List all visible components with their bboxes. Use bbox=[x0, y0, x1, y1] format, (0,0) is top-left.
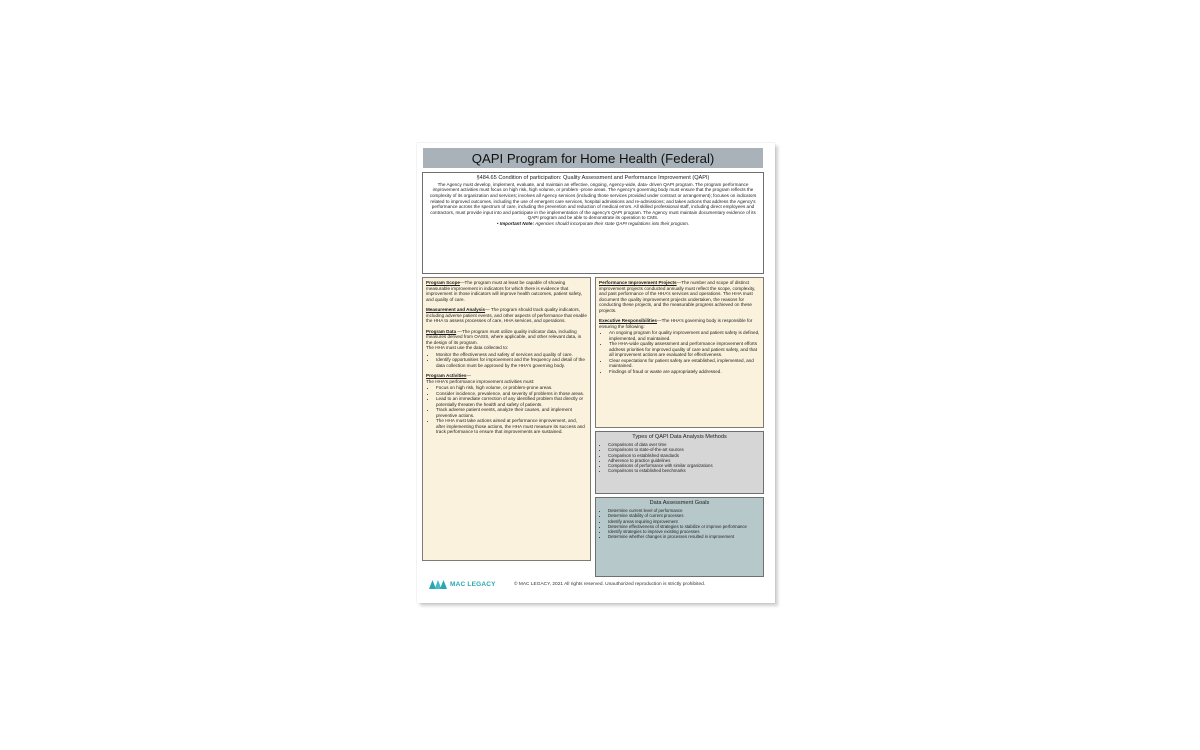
program-data-section bbox=[426, 329, 587, 369]
left-column-panel bbox=[422, 277, 591, 561]
list-item: • Focus on high risk, high volume, or problem-prone areas. bbox=[436, 385, 587, 391]
copyright-notice: © MAC LEGACY, 2021 All rights reserved. Unauthorized reproduction is strictly prohibited. bbox=[514, 582, 706, 587]
list-item: • Findings of fraud or waste are appropriately addressed. bbox=[609, 369, 760, 375]
bullet-list bbox=[599, 330, 760, 374]
list-item: • The HHA-wide quality assessment and performance improvement efforts address priorities for improved quality of care and patient safety, and that all improvement actions are evaluated for effectiveness. bbox=[609, 341, 760, 358]
section-heading: Measurement and Analysis bbox=[426, 307, 486, 312]
list-item: • Comparisons of performance with similar organizations bbox=[608, 463, 763, 468]
list-item: • Comparisons to established benchmarks bbox=[608, 468, 763, 473]
section-heading: Executive Responsibilities bbox=[599, 318, 657, 323]
list-item: • Clear expectations for patient safety are established, implemented, and maintained. bbox=[609, 358, 760, 369]
program-activities-section bbox=[426, 373, 587, 435]
program-scope-section bbox=[426, 280, 587, 302]
bullet-list bbox=[426, 385, 587, 435]
section-heading: Program Activities bbox=[426, 373, 467, 378]
section-text: — bbox=[466, 373, 472, 378]
logo-text: MAC LEGACY bbox=[450, 581, 496, 588]
list-item: • Determine whether changes in processes resulted in improvement bbox=[608, 534, 763, 539]
list-item: • Comparisons of data over time bbox=[608, 442, 763, 447]
bullet-list bbox=[596, 442, 763, 474]
improvement-projects-section bbox=[599, 280, 760, 313]
regulation-intro-box bbox=[422, 172, 764, 274]
mac-legacy-logo bbox=[429, 580, 496, 589]
executive-responsibilities-section bbox=[599, 318, 760, 374]
list-item: • Determine effectiveness of strategies to stabilize or improve performance bbox=[608, 524, 763, 529]
list-item: • Identify strategies to improve existing processes bbox=[608, 529, 763, 534]
list-item: • Comparison to established standards bbox=[608, 453, 763, 458]
measurement-section bbox=[426, 307, 587, 324]
bullet-icon: • bbox=[496, 220, 500, 226]
box-title: Data Assessment Goals bbox=[649, 500, 710, 506]
section-text: — The program should track quality indicators, including adverse patient events, and other aspects of performance that enable the HHA to assess processes of care, HHA services, and operations. bbox=[426, 307, 587, 323]
important-note bbox=[426, 221, 760, 227]
bullet-list bbox=[596, 508, 763, 540]
analysis-methods-box bbox=[595, 431, 764, 494]
section-subtext: The HHA must use the data collected to: bbox=[426, 345, 509, 350]
box-title: Types of QAPI Data Analysis Methods bbox=[632, 434, 727, 440]
page-title: QAPI Program for Home Health (Federal) bbox=[471, 150, 715, 166]
regulation-heading: §484.65 Condition of participation: Quality Assessment and Performance Improvement (QAPI) bbox=[476, 175, 710, 181]
list-item: • Track adverse patient events, analyze their causes, and implement preventive actions. bbox=[436, 407, 587, 418]
list-item: • Identify opportunities for improvement and the frequency and detail of the data collection must be approved by the HHA's governing body. bbox=[436, 357, 587, 368]
section-heading: Performance Improvement Projects bbox=[599, 280, 677, 285]
bullet-list bbox=[426, 352, 587, 369]
section-subtext: The HHA's performance improvement activities must: bbox=[426, 378, 535, 384]
right-column-panel bbox=[595, 277, 764, 428]
section-text: —The HHA's governing body is responsible for ensuring the following: bbox=[599, 318, 753, 329]
list-item: • Lead to an immediate correction of any identified problem that directly or potentially threaten the health and safety of patients. bbox=[436, 396, 587, 407]
list-item: • Determine current level of performance bbox=[608, 508, 763, 513]
section-text: —The program must utilize quality indicator data, including measures derived from OASIS, where applicable, and other relevant data, in the design of its program. bbox=[426, 328, 582, 345]
list-item: • Comparisons to state-of-the-art sources bbox=[608, 447, 763, 452]
list-item: • Identify areas requiring improvement bbox=[608, 519, 763, 524]
list-item: • Determine stability of current processes bbox=[608, 513, 763, 518]
document-page bbox=[417, 143, 775, 603]
important-note-text: Agencies should incorporate their state QAPI regulations into their program. bbox=[535, 220, 690, 226]
section-text: —The number and scope of distinct improvement projects conducted annually must reflect the scope, complexity, and past performance of the HHA's services and operations. The HHA must document the quality improvement projects undertaken, the reasons for conducting these projects, and the measurable progress achieved on these projects. bbox=[599, 280, 756, 313]
section-text: —The program must at least be capable of showing measurable improvement in indicators for which there is evidence that improvement in those indicators will improve health outcomes, patient safety, and quality of care. bbox=[426, 280, 582, 302]
section-heading: Program Data bbox=[426, 328, 457, 334]
assessment-goals-box bbox=[595, 497, 764, 577]
important-note-label: Important Note: bbox=[499, 220, 534, 226]
section-heading: Program Scope bbox=[426, 280, 460, 285]
title-bar bbox=[423, 148, 763, 168]
list-item: • An ongoing program for quality improvement and patient safety is defined, implemented, and maintained. bbox=[609, 330, 760, 341]
list-item: • The HHA must take actions aimed at performance improvement, and, after implementing those actions, the HHA must measure its success and track performance to ensure that improvements are sustained. bbox=[436, 418, 587, 435]
list-item: • Adherence to practice guidelines bbox=[608, 458, 763, 463]
list-item: • Monitor the effectiveness and safety of services and quality of care. bbox=[436, 352, 587, 358]
logo-mark-icon bbox=[429, 580, 447, 589]
list-item: • Consider incidence, prevalence, and severity of problems in those areas. bbox=[436, 391, 587, 397]
regulation-body: The Agency must develop, implement, evaluate, and maintain an effective, ongoing, Agency-wide, data- driven QAPI program. The program performance improvement activities must focus on high risk, high volume, or problem -prone areas. The Agency's governing body must ensure that the program reflects the complexity of its organization and services; involves all Agency services (including those services provided under contract or arrangement); focuses on indicators related to improved outcomes, including the use of emergent care services, hospital admissions and re-admissions; and takes actions that address the Agency's performance across the spectrum of care, including the prevention and reduction of medical errors. All skilled professional staff, including direct employees and contractors, must provide input into and participate in the implementation of the agency's QAPI program. The Agency must maintain documentary evidence of its QAPI program and be able to demonstrate its operation to CMS. bbox=[429, 181, 757, 221]
